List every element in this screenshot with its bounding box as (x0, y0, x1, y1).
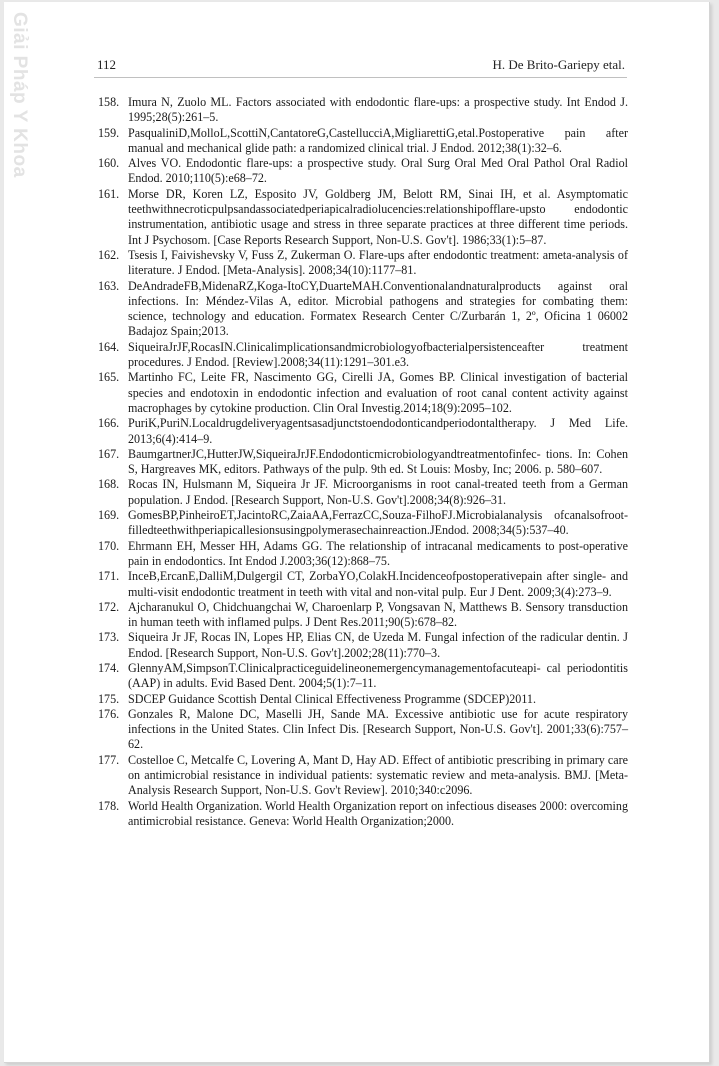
reference-number: 174. (98, 660, 120, 675)
reference-number: 159. (98, 125, 120, 140)
reference-number: 171. (98, 569, 120, 584)
reference-item (98, 600, 628, 631)
reference-text: GomesBP,PinheiroET,JacintoRC,ZaiaAA,FerrazCC,Souza-FilhoFJ.Microbialanalysis ofcanalsofroot-filledteethwithperiapicallesionsusingpolymerasechainreaction.JEndod. 2008;34(5):537–40. (128, 508, 628, 538)
reference-text: Tsesis I, Faivishevsky V, Fuss Z, Zukerman O. Flare-ups after endodontic treatment: ameta-analysis of literature. J Endod. [Meta-Analysis]. 2008;34(10):1177–81. (128, 247, 628, 278)
reference-item (98, 692, 628, 707)
reference-number: 164. (98, 339, 120, 354)
reference-number: 175. (98, 691, 120, 706)
reference-text: Ajcharanukul O, Chidchuangchai W, Charoenlarp P, Vongsavan N, Matthews B. Sensory transduction in human teeth with inflamed pulps. J Dent Res.2011;90(5):678–82. (128, 599, 628, 630)
reference-item (98, 569, 628, 600)
reference-list (98, 95, 628, 829)
reference-text: Rocas IN, Hulsmann M, Siqueira Jr JF. Microorganisms in root canal-treated teeth from a German population. J Endod. [Research Support, Non-U.S. Gov't].2008;34(8):926–31. (128, 477, 628, 507)
reference-text: SiqueiraJrJF,RocasIN.Clinicalimplicationsandmicrobiologyofbacterialpersistenceafter treatment procedures. J Endod. [Review].2008;34(11):1291–301.e3. (128, 339, 628, 370)
reference-item (98, 630, 628, 661)
reference-number: 168. (98, 477, 120, 492)
reference-text: DeAndradeFB,MidenaRZ,Koga-ItoCY,DuarteMAH.Conventionalandnaturalproducts against oral infections. In: Méndez-Vilas A, editor. Microbial pathogens and strategies for combating them: science, technology and education. Formatex Research Center C/Zurbarán 1, 2º, Oficina 1 06002 Badajoz Spain;2013. (128, 278, 628, 339)
reference-item (98, 661, 628, 692)
reference-item (98, 477, 628, 508)
reference-item (98, 126, 628, 157)
document-page (4, 2, 710, 1063)
reference-item (98, 508, 628, 539)
reference-item (98, 707, 628, 753)
reference-number: 178. (98, 798, 120, 813)
reference-text: Ehrmann EH, Messer HH, Adams GG. The relationship of intracanal medicaments to post-operative pain in endodontics. Int Endod J.2003;36(12):868–75. (128, 538, 628, 568)
reference-item (98, 187, 628, 248)
reference-number: 170. (98, 538, 120, 553)
reference-text: Morse DR, Koren LZ, Esposito JV, Goldberg JM, Belott RM, Sinai IH, et al. Asymptomatic teethwithnecroticpulpsandassociatedperiapicalradiolucencies:relationshipofflare-upsto endodontic instrumentation, antibiotic usage and stress in three separate practices at three different time periods. Int J Psychosom. [Case Reports Research Support, Non-U.S. Gov't]. 1986;33(1):5–87. (128, 186, 628, 247)
reference-number: 162. (98, 247, 120, 262)
reference-item (98, 248, 628, 279)
reference-text: Gonzales R, Malone DC, Maselli JH, Sande MA. Excessive antibiotic use for acute respiratory infections in the United States. Clin Infect Dis. [Research Support, Non-U.S. Gov't]. 2001;33(6):757–62. (128, 706, 628, 752)
reference-number: 166. (98, 416, 120, 431)
reference-item (98, 340, 628, 371)
reference-item (98, 95, 628, 126)
reference-item (98, 279, 628, 340)
reference-number: 173. (98, 630, 120, 645)
reference-number: 158. (98, 95, 120, 109)
reference-number: 176. (98, 706, 120, 721)
reference-text: GlennyAM,SimpsonT.Clinicalpracticeguidelineonemergencymanagementofacuteapi- cal periodontitis (AAP) in adults. Evid Based Dent. 2004;5(1):7–11. (128, 660, 628, 691)
reference-number: 172. (98, 599, 120, 614)
reference-item (98, 447, 628, 478)
reference-item (98, 799, 628, 830)
reference-text: SDCEP Guidance Scottish Dental Clinical Effectiveness Programme (SDCEP)2011. (128, 691, 536, 706)
reference-number: 163. (98, 278, 120, 293)
page-header (94, 57, 627, 78)
reference-text: Siqueira Jr JF, Rocas IN, Lopes HP, Elias CN, de Uzeda M. Fungal infection of the radicular dentin. J Endod. [Research Support, Non-U.S. Gov't].2002;28(11):770–3. (128, 630, 628, 660)
reference-text: BaumgartnerJC,HutterJW,SiqueiraJrJF.Endodonticmicrobiologyandtreatmentofinfec- tions. In: Cohen S, Hargreaves MK, editors. Pathways of the pulp. 9th ed. St Louis: Mosby, Inc; 2006. p. 580–607. (128, 446, 628, 477)
reference-text: PasqualiniD,MolloL,ScottiN,CantatoreG,CastellucciA,MigliarettiG,etal.Postoperative pain after manual and mechanical glide path: a randomized clinical trial. J Endod. 2012;38(1):32–6. (128, 125, 628, 155)
reference-number: 160. (98, 156, 120, 171)
reference-text: Imura N, Zuolo ML. Factors associated with endodontic flare-ups: a prospective study. Int Endod J. 1995;28(5):261–5. (128, 95, 628, 125)
reference-text: Alves VO. Endodontic flare-ups: a prospective study. Oral Surg Oral Med Oral Pathol Oral Radiol Endod. 2010;110(5):e68–72. (128, 156, 628, 186)
reference-item (98, 156, 628, 187)
watermark-text: Giải Pháp Y Khoa (9, 12, 30, 178)
reference-item (98, 416, 628, 447)
reference-text: World Health Organization. World Health Organization report on infectious diseases 2000: overcoming antimicrobial resistance. Geneva: World Health Organization;2000. (128, 798, 628, 828)
reference-number: 161. (98, 186, 120, 201)
reference-text: PuriK,PuriN.Localdrugdeliveryagentsasadjunctstoendodonticandperiodontaltherapy. J Med Life. 2013;6(4):414–9. (128, 416, 628, 446)
reference-number: 167. (98, 446, 120, 461)
page-number: 112 (97, 57, 117, 72)
reference-number: 169. (98, 508, 120, 523)
reference-item (98, 753, 628, 799)
running-head: H. De Brito-Gariepy etal. (492, 57, 625, 72)
reference-item (98, 539, 628, 570)
reference-number: 177. (98, 752, 120, 767)
reference-text: Costelloe C, Metcalfe C, Lovering A, Mant D, Hay AD. Effect of antibiotic prescribing in primary care on antimicrobial resistance in individual patients: systematic review and meta-analysis. BMJ. [Meta-Analysis Research Support, Non-U.S. Gov't Review]. 2010;340:c2096. (128, 752, 628, 798)
reference-number: 165. (98, 370, 120, 385)
reference-text: Martinho FC, Leite FR, Nascimento GG, Cirelli JA, Gomes BP. Clinical investigation of bacterial species and endotoxin in endodontic infection and evaluation of root canal content activity against macrophages by cytokine production. Clin Oral Investig.2014;18(9):2095–102. (128, 370, 628, 415)
reference-text: InceB,ErcanE,DalliM,Dulgergil CT, ZorbaYO,ColakH.Incidenceofpostoperativepain after single- and multi-visit endodontic treatment in teeth with vital and non-vital pulp. Eur J Dent. 2009;3(4):273–9. (128, 569, 628, 599)
reference-item (98, 370, 628, 416)
